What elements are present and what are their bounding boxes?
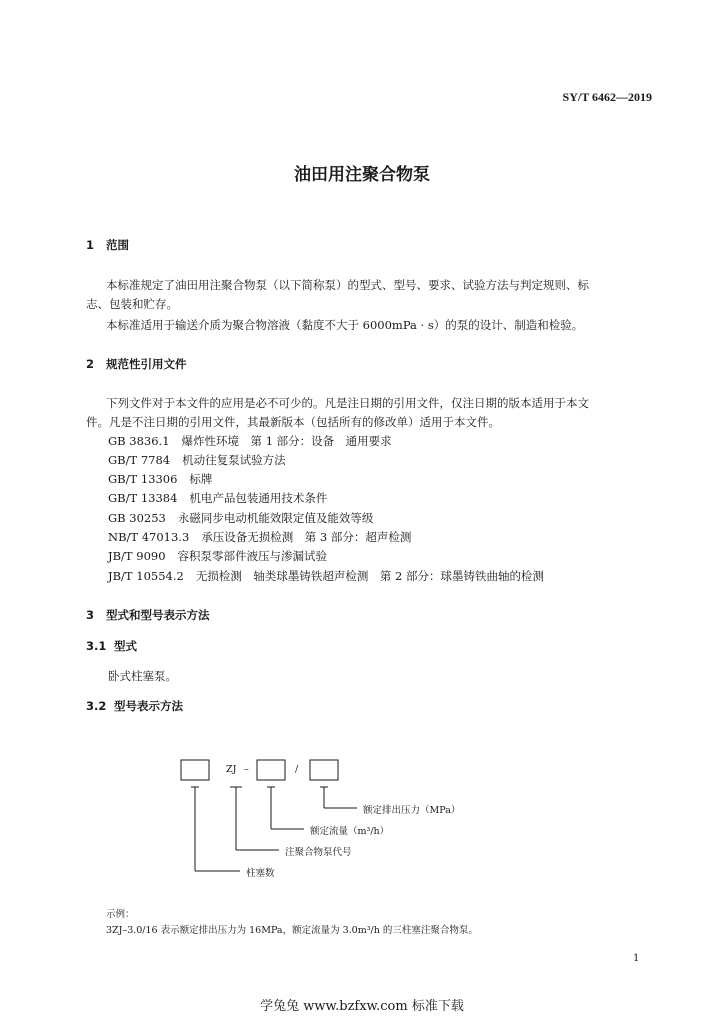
label-rated-flow: 额定流量（m³/h） [310, 826, 390, 837]
example-text: 3ZJ–3.0/16 表示额定排出压力为 16MPa，额定流量为 3.0m³/h 的三柱塞注聚合物泵。 [106, 925, 478, 936]
section-number: 3.1 [86, 639, 107, 653]
section-title: 型号表示方法 [114, 699, 183, 713]
model-code-zj: ZJ [226, 764, 237, 775]
reference-title: 爆炸性环境 第 1 部分：设备 通用要求 [181, 434, 392, 448]
section-1-para2: 本标准适用于输送介质为聚合物溶液（黏度不大于 6000mPa · s）的泵的设计、制造和检验。 [106, 318, 584, 332]
section-number: 1 [86, 238, 95, 252]
label-rated-pressure: 额定排出压力（MPa） [363, 805, 461, 816]
label-pump-code: 注聚合物泵代号 [285, 847, 352, 858]
section-number: 3 [86, 608, 95, 622]
model-dash: – [244, 764, 249, 775]
reference-code: GB 30253 [108, 511, 166, 525]
reference-title: 无损检测 轴类球墨铸铁超声检测 第 2 部分：球墨铸铁曲轴的检测 [195, 569, 544, 583]
section-2-intro-line2: 件。凡是不注日期的引用文件，其最新版本（包括所有的修改单）适用于本文件。 [86, 415, 500, 429]
reference-title: 机动往复泵试验方法 [182, 453, 286, 467]
reference-title: 承压设备无损检测 第 3 部分：超声检测 [201, 530, 412, 544]
document-title: 油田用注聚合物泵 [294, 165, 430, 185]
page-number: 1 [633, 953, 640, 964]
section-title: 规范性引用文件 [106, 357, 187, 371]
reference-code: GB/T 13384 [108, 491, 178, 505]
model-slash: / [295, 764, 299, 775]
section-2-intro-line1: 下列文件对于本文件的应用是必不可少的。凡是注日期的引用文件，仅注日期的版本适用于本文 [106, 396, 589, 410]
plunger-count-box [181, 760, 209, 780]
reference-code: JB/T 10554.2 [108, 569, 184, 583]
reference-title: 容积泵零部件液压与渗漏试验 [177, 549, 328, 563]
label-plunger-count: 柱塞数 [246, 868, 275, 879]
section-title: 范围 [106, 238, 129, 252]
section-3-1-text: 卧式柱塞泵。 [108, 669, 177, 683]
reference-title: 机电产品包装通用技术条件 [189, 491, 328, 505]
section-title: 型式 [114, 639, 137, 653]
section-number: 2 [86, 357, 95, 371]
standard-number: SY/T 6462—2019 [562, 90, 652, 104]
pressure-box [310, 760, 338, 780]
reference-title: 永磁同步电动机能效限定值及能效等级 [177, 511, 374, 525]
section-title: 型式和型号表示方法 [106, 608, 210, 622]
section-number: 3.2 [86, 699, 107, 713]
reference-code: GB 3836.1 [108, 434, 170, 448]
flow-box [257, 760, 285, 780]
footer-watermark: 学兔兔 www.bzfxw.com 标准下载 [260, 999, 464, 1014]
section-1-para1-line1: 本标准规定了油田用注聚合物泵（以下简称泵）的型式、型号、要求、试验方法与判定规则、标 [106, 278, 589, 292]
reference-code: GB/T 13306 [108, 472, 178, 486]
reference-code: JB/T 9090 [108, 549, 166, 563]
example-label: 示例： [106, 909, 135, 920]
reference-code: GB/T 7784 [108, 453, 171, 467]
reference-title: 标牌 [189, 472, 213, 486]
reference-code: NB/T 47013.3 [108, 530, 190, 544]
section-1-para1-line2: 志、包装和贮存。 [86, 297, 178, 311]
